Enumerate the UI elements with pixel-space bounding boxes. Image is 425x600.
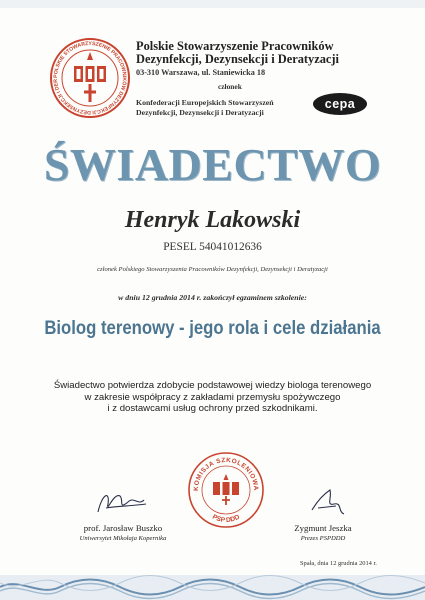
description-line2: w zakresie współpracy z zakładami przemysłu spożywczego [84,391,341,403]
pspddd-logo [48,36,132,120]
place-and-date: Spała, dnia 12 grudnia 2014 r. [300,560,377,567]
certificate-title: ŚWIADECTWO [43,139,382,190]
signatory-left-name: prof. Jarosław Buszko [83,523,163,533]
confederation-name [136,98,316,118]
handwritten-signature-left [58,484,188,518]
handwritten-signature-right [262,484,384,518]
confederation-line1: Konfederacji Europejskich Stowarzyszeń [136,98,274,107]
training-commission-stamp [186,450,266,530]
description-line3: i z dostawcami usług ochrony przed szkodnikami. [107,403,318,415]
certificate-description [40,380,385,415]
signature-right [262,484,384,542]
signature-left [58,484,188,542]
organization-header [136,40,406,77]
course-title: Biolog terenowy - jego rola i cele działania [44,318,381,339]
bottom-ribbon [0,575,425,600]
signatory-left-role: Uniwersytet Mikołaja Kopernika [79,535,167,542]
confederation-line2: Dezynfekcji, Dezynsekcji i Deratyzacji [136,108,264,117]
description-line1: Świadectwo potwierdza zdobycie podstawowej wiedzy biologa terenowego [53,380,372,391]
cepa-logo: cepa [313,93,367,115]
signatory-right-role: Prezes PSPDDD [300,535,346,542]
svg-text:KOMISJA SZKOLENIOWA: KOMISJA SZKOLENIOWA [192,456,260,492]
organization-address: 03-310 Warszawa, ul. Staniewicka 18 [136,68,266,77]
recipient-name: Henryk Lakowski [124,207,301,233]
membership-statement: członek Polskiego Stowarzyszenia Pracowników Dezynfekcji, Dezynsekcji i Deratyzacji [97,266,328,273]
exam-completion-line: w dniu 12 grudnia 2014 r. zakończył egzaminem szkolenie: [118,293,307,302]
svg-text:POLSKIE STOWARZYSZENIE PRACOWN: POLSKIE STOWARZYSZENIE PRACOWNIKÓW DEZYNFEKCJI DEZYNSEKCJI I DER [52,40,128,116]
signatory-right-name: Zygmunt Jeszka [294,523,352,533]
svg-text:PSP DDD: PSP DDD [211,513,241,525]
pesel-number: PESEL 54041012636 [163,241,262,253]
organization-name-line1: Polskie Stowarzyszenie Pracowników [136,39,334,53]
organization-name-line2: Dezynfekcji, Dezynsekcji i Deratyzacji [136,52,339,66]
top-ribbon [0,0,425,8]
member-label: członek [218,82,242,91]
